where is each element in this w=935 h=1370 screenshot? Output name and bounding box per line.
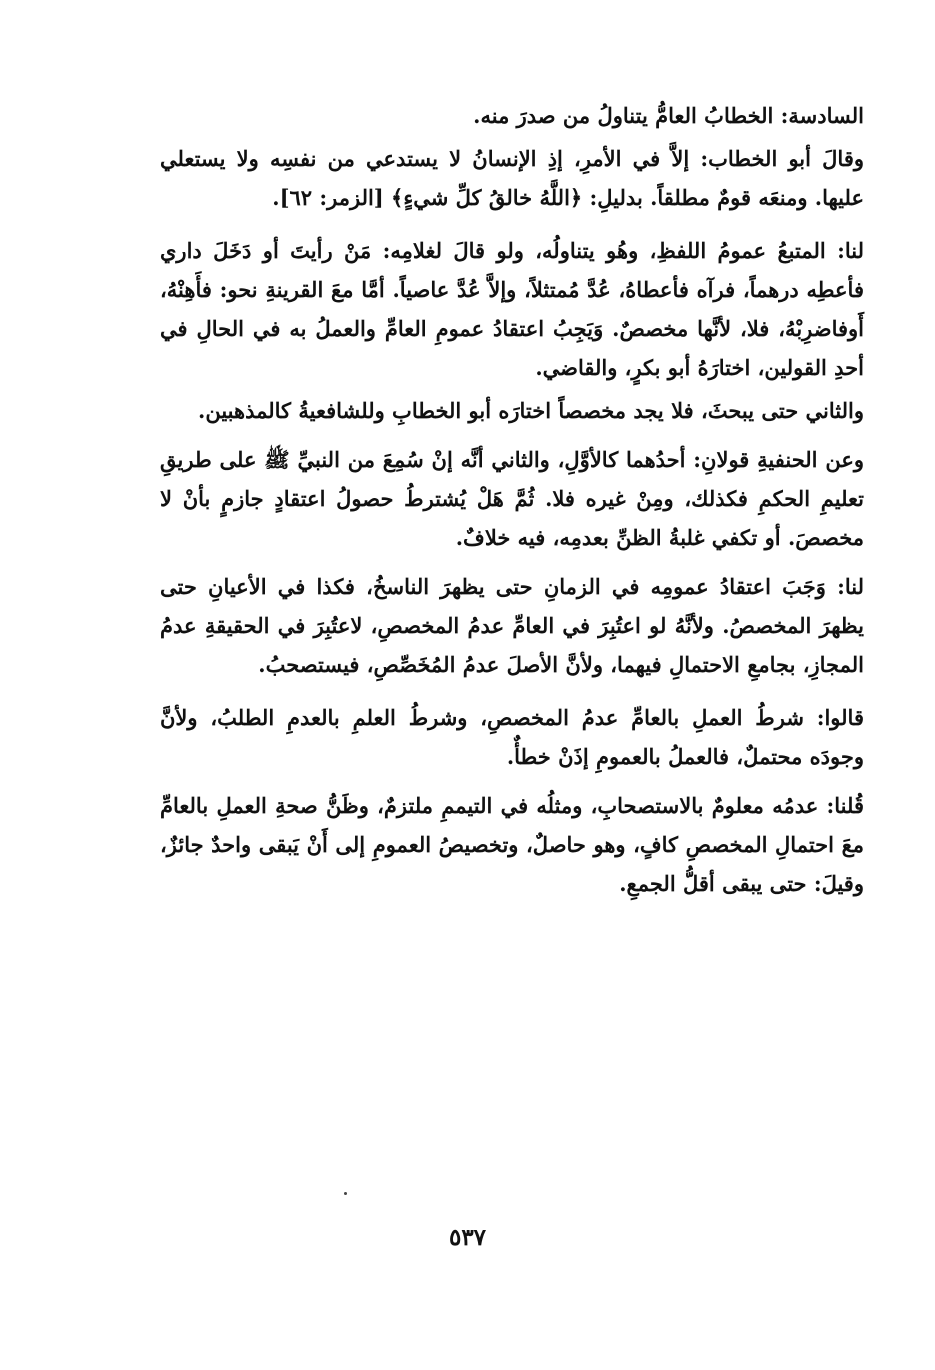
paragraph-1: السادسة: الخطابُ العامُّ يتناولُ من صدرَ منه. [473,103,864,128]
paragraph-2: وقالَ أبو الخطاب: إلاَّ في الأمرِ، إذِ الإنسانُ لا يستدعي من نفسِه ولا يستعلي عليها. ومنعَه قومٌ مطلقاً. بدليلِ: ﴿اللَّهُ خالقُ كلِّ شيءٍ﴾ [الزمر: ٦٢]. [160,146,864,210]
paragraph-8: قُلنا: عدمُه معلومٌ بالاستصحابِ، ومثلُه في التيممِ ملتزمٌ، وظَنُّ صحةِ العملِ بالعامِّ معَ احتمالِ المخصصِ كافٍ، وهو حاصلٌ، وتخصيصُ العمومِ إلى أَنْ يَبقى واحدٌ جائزٌ، وقيلَ: حتى يبقى أقلُّ الجمعِ. [160,793,864,896]
paragraph-7: قالوا: شرطُ العملِ بالعامِّ عدمُ المخصصِ، وشرطُ العلمِ بالعدمِ الطلبُ، ولأنَّ وجودَه محتملٌ، فالعملُ بالعمومِ إذَنْ خطأٌ. [160,705,864,769]
paragraph-5: وعن الحنفيةِ قولانِ: أحدُهما كالأوَّلِ، والثاني أنَّه إنْ سُمِعَ من النبيِّ ﷺ على طريقِ تعليمِ الحكمِ فكذلك، ومِنْ غيره فلا. ثُمَّ هَلْ يُشترطُ حصولُ اعتقادٍ جازمٍ بأنْ لا مخصصَ. أو تكفي غلبةُ الظنِّ بعدمِه، فيه خلافٌ. [160,447,864,550]
page-number: ٥٣٧ [448,1224,487,1251]
body-text [160,96,864,903]
paragraph-4: والثاني حتى يبحثَ، فلا يجد مخصصاً اختارَه أبو الخطابِ وللشافعيةُ كالمذهبين. [198,398,864,423]
stray-dot [344,1192,347,1195]
paragraph-3: لنا: المتبعُ عمومُ اللفظِ، وهُو يتناولُه، ولو قالَ لغلامِه: مَنْ رأيتَ أو دَخَلَ داري فأعطِه درهماً، فرآه فأعطاهُ، عُدَّ مُمتثلاً، وإلاَّ عُدَّ عاصياً. أمَّا معَ القرينةِ نحو: فأَهِنْهُ، أَوفاضرِبْهُ، فلا، لأنَّها مخصصٌ. وَيَجِبُ اعتقادُ عمومِ العامِّ والعملُ به في الحالِ في أحدِ القولين، اختارَهُ أبو بكرٍ، والقاضي. [160,238,864,380]
paragraph-6: لنا: وَجَبَ اعتقادُ عمومِه في الزمانِ حتى يظهرَ الناسخُ، فكذا في الأعيانِ حتى يظهرَ المخصصُ. ولأنَّهُ لو اعتُبِرَ في العامِّ عدمُ المخصصِ، لاعتُبِرَ في الحقيقةِ عدمُ المجازِ، بجامعِ الاحتمالِ فيهما، ولأنَّ الأصلَ عدمُ المُخَصِّصِ، فيستصحبُ. [160,574,864,677]
